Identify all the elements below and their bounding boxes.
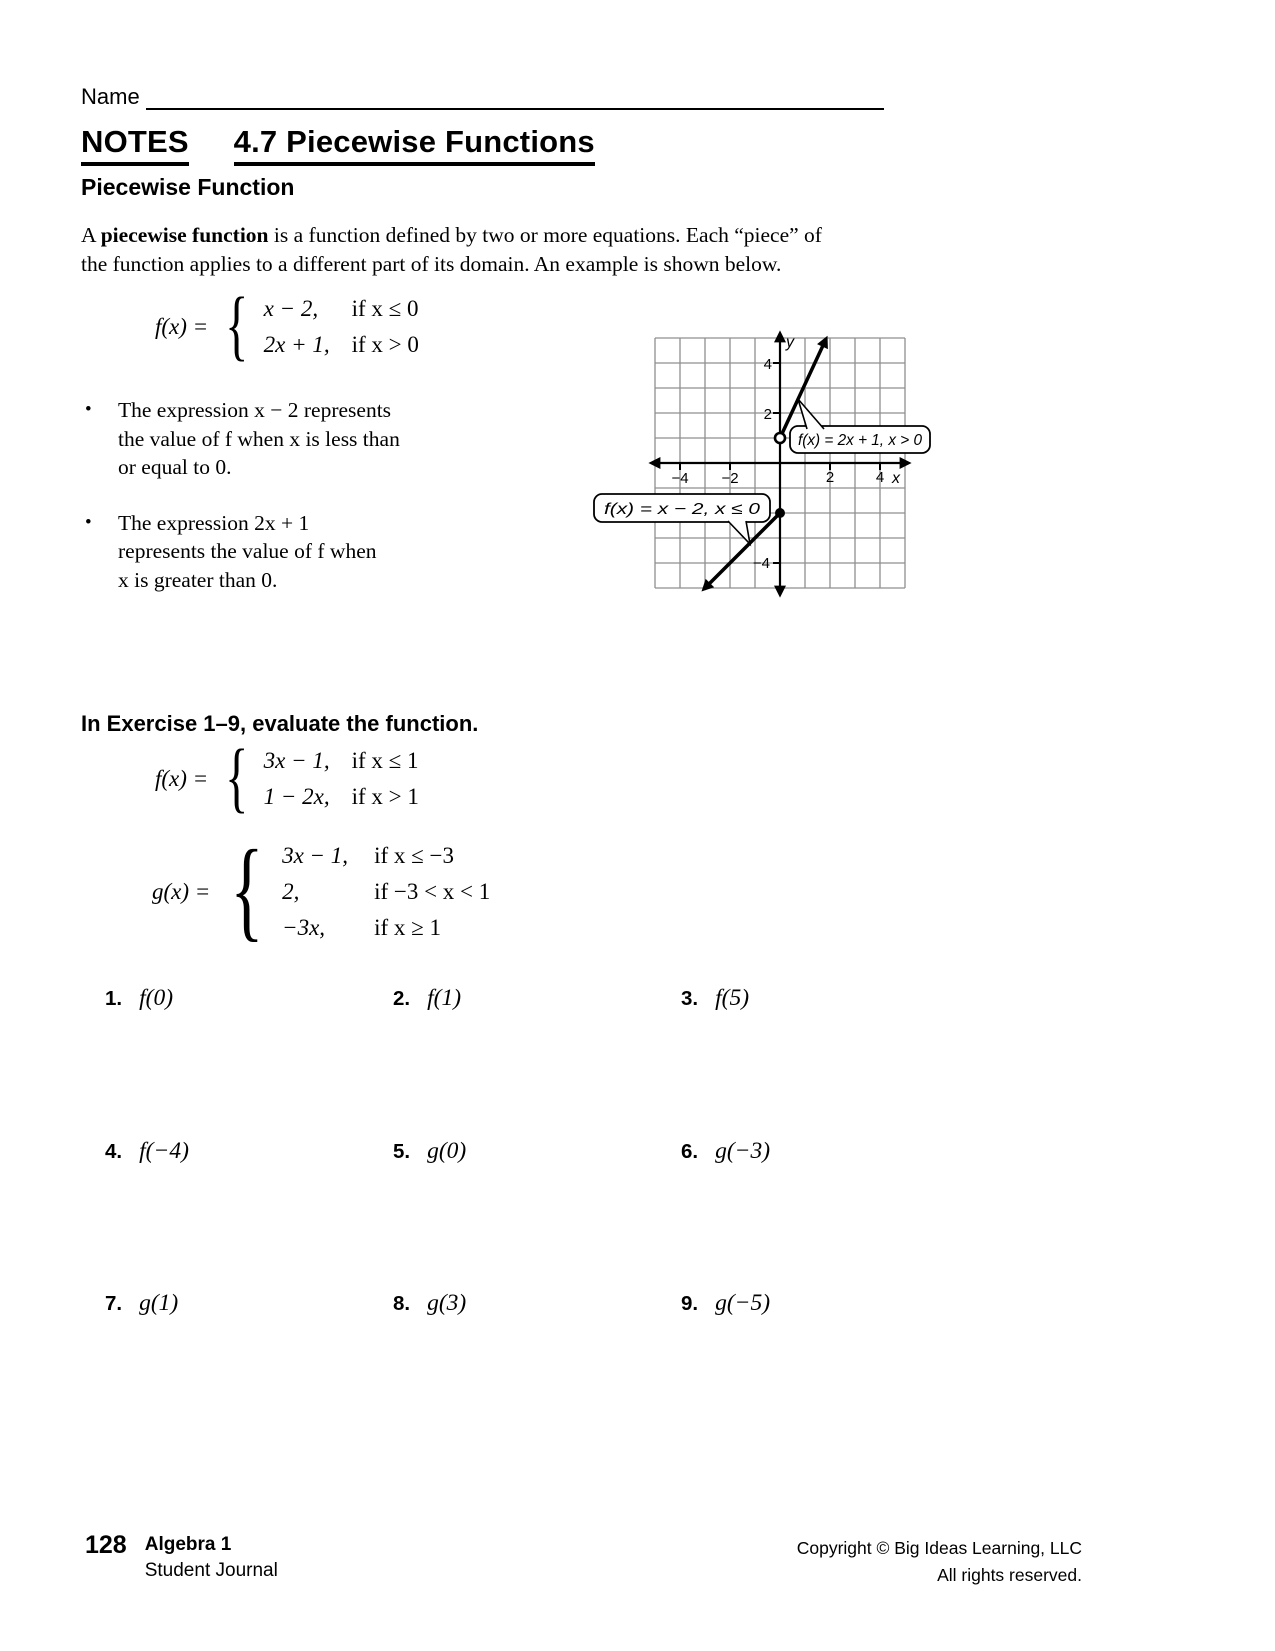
piece-condition: if −3 < x < 1 bbox=[374, 879, 491, 904]
example-piecewise-function bbox=[155, 281, 419, 368]
exercise-expression: g(0) bbox=[427, 1138, 467, 1164]
notes-heading: NOTES bbox=[81, 124, 189, 166]
exercise-number: 8. bbox=[393, 1292, 411, 1315]
exercise-f-definition bbox=[155, 733, 419, 820]
exercise-item-2 bbox=[393, 985, 461, 1012]
left-brace: { bbox=[225, 733, 249, 820]
left-brace: { bbox=[230, 828, 264, 952]
piece-condition: if x ≥ 1 bbox=[374, 915, 441, 940]
copyright-text: Copyright © Big Ideas Learning, LLC bbox=[796, 1538, 1082, 1558]
g-lhs: g(x) = bbox=[152, 879, 211, 904]
x-tick-neg4: −4 bbox=[671, 470, 689, 487]
name-row bbox=[81, 84, 884, 110]
callout-upper-tail bbox=[798, 399, 824, 429]
y-tick-4: 4 bbox=[763, 356, 772, 373]
bullet-marker: • bbox=[85, 511, 92, 533]
piece-expression: x − 2, bbox=[263, 296, 319, 321]
piece-expression: −3x, bbox=[282, 915, 326, 940]
piece-expression: 2x + 1, bbox=[263, 332, 330, 357]
exercise-expression: f(1) bbox=[427, 985, 462, 1011]
bullet-line: x is greater than 0. bbox=[118, 567, 278, 592]
intro-term-bold: piecewise function bbox=[100, 223, 269, 247]
x-tick-2: 2 bbox=[825, 469, 835, 486]
exercise-item-5 bbox=[393, 1138, 466, 1165]
intro-rest: is a function defined by two or more equations. Each “piece” of bbox=[268, 223, 822, 247]
book-title-line1: Algebra 1 bbox=[144, 1534, 232, 1555]
exercise-number: 1. bbox=[105, 987, 123, 1010]
x-tick-4: 4 bbox=[875, 469, 885, 486]
exercise-number: 2. bbox=[393, 987, 411, 1010]
piece-expression: 1 − 2x, bbox=[263, 784, 330, 809]
piece-condition: if x ≤ −3 bbox=[374, 843, 454, 868]
exercise-expression: f(5) bbox=[715, 985, 750, 1011]
bullet-line: The expression x − 2 represents bbox=[118, 398, 392, 422]
exercise-expression: g(3) bbox=[427, 1290, 467, 1316]
closed-endpoint bbox=[775, 508, 785, 518]
intro-line-1 bbox=[81, 221, 822, 250]
exercise-expression: f(0) bbox=[139, 985, 174, 1011]
exercise-expression: f(−4) bbox=[139, 1138, 189, 1164]
piece-condition: if x ≤ 1 bbox=[351, 748, 419, 773]
piece-expression: 3x − 1, bbox=[263, 748, 330, 773]
bullet-item bbox=[85, 396, 445, 482]
exercise-expression: g(−3) bbox=[715, 1138, 771, 1164]
f-pieces bbox=[264, 748, 419, 810]
exercise-item-8 bbox=[393, 1290, 466, 1317]
exercise-number: 5. bbox=[393, 1140, 411, 1163]
exercise-item-6 bbox=[681, 1138, 770, 1165]
intro-pre: A bbox=[81, 223, 101, 247]
piece-condition: if x > 0 bbox=[351, 332, 419, 357]
bullet-list bbox=[85, 396, 445, 594]
exercise-expression: g(1) bbox=[139, 1290, 179, 1316]
y-tick-2: 2 bbox=[763, 406, 772, 423]
callout-lower-label: f(x) = x − 2, x ≤ 0 bbox=[604, 501, 761, 518]
y-axis-label: y bbox=[786, 334, 794, 351]
exercise-item-4 bbox=[105, 1138, 189, 1165]
exercise-item-3 bbox=[681, 985, 749, 1012]
intro-paragraph bbox=[81, 221, 822, 279]
callout-upper-label: f(x) = 2x + 1, x > 0 bbox=[798, 432, 923, 449]
section-heading: Piecewise Function bbox=[81, 174, 295, 200]
example-lhs: f(x) = bbox=[155, 314, 209, 339]
bullet-marker: • bbox=[85, 399, 92, 420]
piece-expression: 2, bbox=[282, 879, 300, 904]
piece-expression: 3x − 1, bbox=[282, 843, 349, 868]
book-title-line2: Student Journal bbox=[144, 1560, 278, 1581]
bullet-line: The expression 2x + 1 bbox=[118, 510, 310, 535]
exercise-number: 4. bbox=[105, 1140, 123, 1163]
rights-text: All rights reserved. bbox=[937, 1565, 1082, 1585]
bullet-line: the value of f when x is less than bbox=[118, 426, 400, 451]
exercise-number: 3. bbox=[681, 987, 699, 1010]
chapter-title: 4.7 Piecewise Functions bbox=[234, 124, 595, 166]
x-tick-neg2: −2 bbox=[721, 470, 739, 487]
piece-condition: if x > 1 bbox=[351, 784, 419, 809]
page-title bbox=[81, 124, 595, 166]
bullet-line: represents the value of f when bbox=[118, 539, 377, 563]
exercise-expression: g(−5) bbox=[715, 1290, 771, 1316]
name-blank-line bbox=[146, 84, 884, 110]
f-lhs: f(x) = bbox=[155, 766, 209, 791]
piecewise-graph bbox=[560, 325, 960, 610]
callout-lower-tail bbox=[728, 521, 750, 544]
footer-left bbox=[85, 1532, 278, 1584]
example-pieces bbox=[264, 296, 419, 358]
exercise-number: 6. bbox=[681, 1140, 699, 1163]
exercise-number: 9. bbox=[681, 1292, 699, 1315]
x-axis-label: x bbox=[892, 470, 900, 487]
name-label: Name bbox=[81, 84, 140, 109]
page-number: 128 bbox=[85, 1531, 127, 1559]
bullet-item bbox=[85, 509, 445, 595]
left-brace: { bbox=[225, 281, 249, 368]
exercise-item-9 bbox=[681, 1290, 770, 1317]
book-title bbox=[145, 1532, 278, 1584]
exercise-number: 7. bbox=[105, 1292, 123, 1315]
intro-line-2: the function applies to a different part of its domain. An example is shown below. bbox=[81, 252, 782, 276]
footer-right bbox=[797, 1535, 1082, 1589]
bullet-text bbox=[118, 509, 377, 595]
exercise-item-1 bbox=[105, 985, 173, 1012]
bullet-line: or equal to 0. bbox=[118, 455, 232, 479]
bullet-text bbox=[118, 396, 400, 482]
exercise-item-7 bbox=[105, 1290, 178, 1317]
y-tick-neg4: −4 bbox=[752, 555, 770, 572]
exercise-g-definition bbox=[152, 828, 491, 952]
open-endpoint bbox=[775, 433, 785, 443]
g-pieces bbox=[282, 843, 490, 941]
exercises-heading: In Exercise 1–9, evaluate the function. bbox=[81, 711, 479, 736]
piece-condition: if x ≤ 0 bbox=[351, 296, 419, 321]
